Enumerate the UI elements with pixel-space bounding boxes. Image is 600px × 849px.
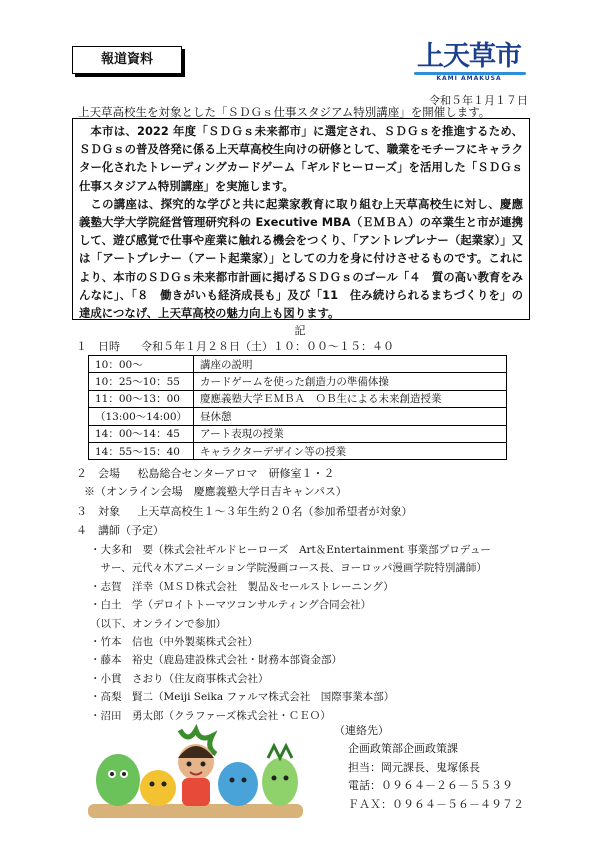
schedule-description: キャラクターデザイン等の授業	[194, 442, 507, 459]
instructor-line: ・高梨 賢二（Meiji Seika ファルマ株式会社 国際事業本部）	[90, 691, 395, 704]
schedule-time: （13:00～14:00）	[89, 408, 194, 425]
section-value: 令和５年１月２８日（土）１０：００～１５：４０	[140, 340, 394, 353]
instructor-line: ・白土 学（デロイトトーマツコンサルティング合同会社）	[90, 599, 372, 612]
schedule-description: カードゲームを使った創造力の準備体操	[194, 373, 507, 390]
contact-heading: （連絡先）	[334, 724, 389, 737]
instructor-line: ・竹本 信也（中外製薬株式会社）	[90, 636, 258, 648]
section-number: ３	[76, 505, 87, 518]
section-instructors	[76, 522, 164, 538]
section-label: 会場	[98, 467, 120, 480]
schedule-time: 11：00～13：00	[89, 390, 194, 407]
instructor-line: サー、元代々木アニメーション学院漫画コース長、ヨーロッパ漫画学院特別講師）	[90, 562, 487, 575]
section-venue	[76, 465, 335, 481]
contact-block	[334, 722, 546, 814]
summary-paragraph-2: この講座は、探究的な学びと共に起業家教育に取り組む上天草高校生に対し、慶應義塾大学大学院経営管理研究科の Executive MBA（ＥＭＢＡ）の卒業生と市が連携して、遊び感覚で仕事や産業に触れる機会をつくり、「アントレプレナー（起業家）」又は「アートプレナー（アート起業家）」としての力を身に付けさせるものです。これにより、本市のＳＤＧｓ未来都市計画に掲げるＳＤＧｓのゴール「４ 質の高い教育をみんなに」、「８ 働きがいも経済成長も」及び「11 住み続けられるまちづくりを」の達成につなげ、上天草高校の魅力向上も図ります。	[79, 196, 524, 321]
section-label: 日時	[98, 340, 120, 353]
city-logo-text: 上天草市	[417, 41, 521, 72]
contact-fax: ＦＡＸ：０９６４－５６－４９７２	[348, 797, 524, 811]
section-number: ４	[76, 524, 87, 537]
instructor-line: （以下、オンラインで参加）	[90, 617, 227, 630]
section-target	[76, 503, 412, 519]
contact-person: 担当：岡元課長、鬼塚係長	[348, 760, 480, 774]
schedule-row	[89, 390, 507, 407]
press-release-badge: 報道資料	[72, 46, 182, 74]
city-logo-subtext: KAMI AMAKUSA	[436, 75, 502, 82]
city-logo	[408, 42, 530, 88]
instructor-line: ・沼田 勇太郎（クラファーズ株式会社・ＣＥＯ）	[90, 709, 331, 722]
instructor-line: ・大多和 要（株式会社ギルドヒーローズ Art＆Entertainment 事業部プロデュー	[90, 544, 491, 556]
schedule-description: アート表現の授業	[194, 425, 507, 442]
summary-box	[72, 118, 530, 320]
schedule-row	[89, 442, 507, 459]
instructor-line: ・藤本 裕史（鹿島建設株式会社・財務本部資金部）	[90, 654, 342, 667]
section-value: 上天草高校生１～３年生約２０名（参加希望者が対象）	[137, 505, 413, 518]
schedule-description: 講座の説明	[194, 356, 507, 373]
schedule-row	[89, 408, 507, 425]
schedule-time: 14：00～14：45	[89, 425, 194, 442]
section-number: ２	[76, 467, 87, 480]
schedule-row	[89, 425, 507, 442]
section-datetime	[76, 338, 394, 354]
schedule-time: 14：55～15：40	[89, 442, 194, 459]
release-subject: 上天草高校生を対象とした「ＳＤＧｓ仕事スタジアム特別講座」を開催します。	[78, 105, 491, 119]
ki-heading: 記	[294, 324, 306, 337]
schedule-row	[89, 356, 507, 373]
instructor-line: ・小貫 さおり（住友商事株式会社）	[90, 672, 269, 685]
section-label: 講師（予定）	[98, 524, 164, 537]
schedule-time: 10：25～10：55	[89, 373, 194, 390]
schedule-description: 慶應義塾大学ＥＭＢＡ ＯＢ生による未来創造授業	[194, 390, 507, 407]
contact-department: 企画政策部企画政策課	[348, 742, 458, 756]
release-date: 令和５年１月１７日	[429, 94, 528, 107]
schedule-row	[89, 373, 507, 390]
schedule-time: 10：00～	[89, 356, 194, 373]
venue-online-note: ※（オンライン会場 慶應義塾大学日吉キャンパス）	[84, 485, 347, 498]
section-label: 対象	[98, 505, 120, 518]
mascot-illustration-icon	[88, 722, 303, 822]
schedule-description: 昼休憩	[194, 408, 507, 425]
section-number: １	[76, 340, 87, 353]
section-value: 松島総合センターアロマ 研修室１・２	[137, 467, 335, 480]
contact-phone: 電話：０９６４－２６－５５３９	[348, 779, 513, 793]
summary-paragraph-1: 本市は、2022 年度「ＳＤＧｓ未来都市」に選定され、ＳＤＧｓを推進するため、ＳＤＧｓの普及啓発に係る上天草高校生向けの研修として、職業をモチーフにキャラクター化されたトレーディングカードゲーム「ギルドヒーローズ」を活用した「ＳＤＧｓ仕事スタジアム特別講座」を実施します。	[79, 124, 523, 193]
instructor-line: ・志賀 洋幸（ＭＳＤ株式会社 製品＆セールストレーニング）	[90, 580, 394, 593]
schedule-table	[88, 355, 507, 460]
